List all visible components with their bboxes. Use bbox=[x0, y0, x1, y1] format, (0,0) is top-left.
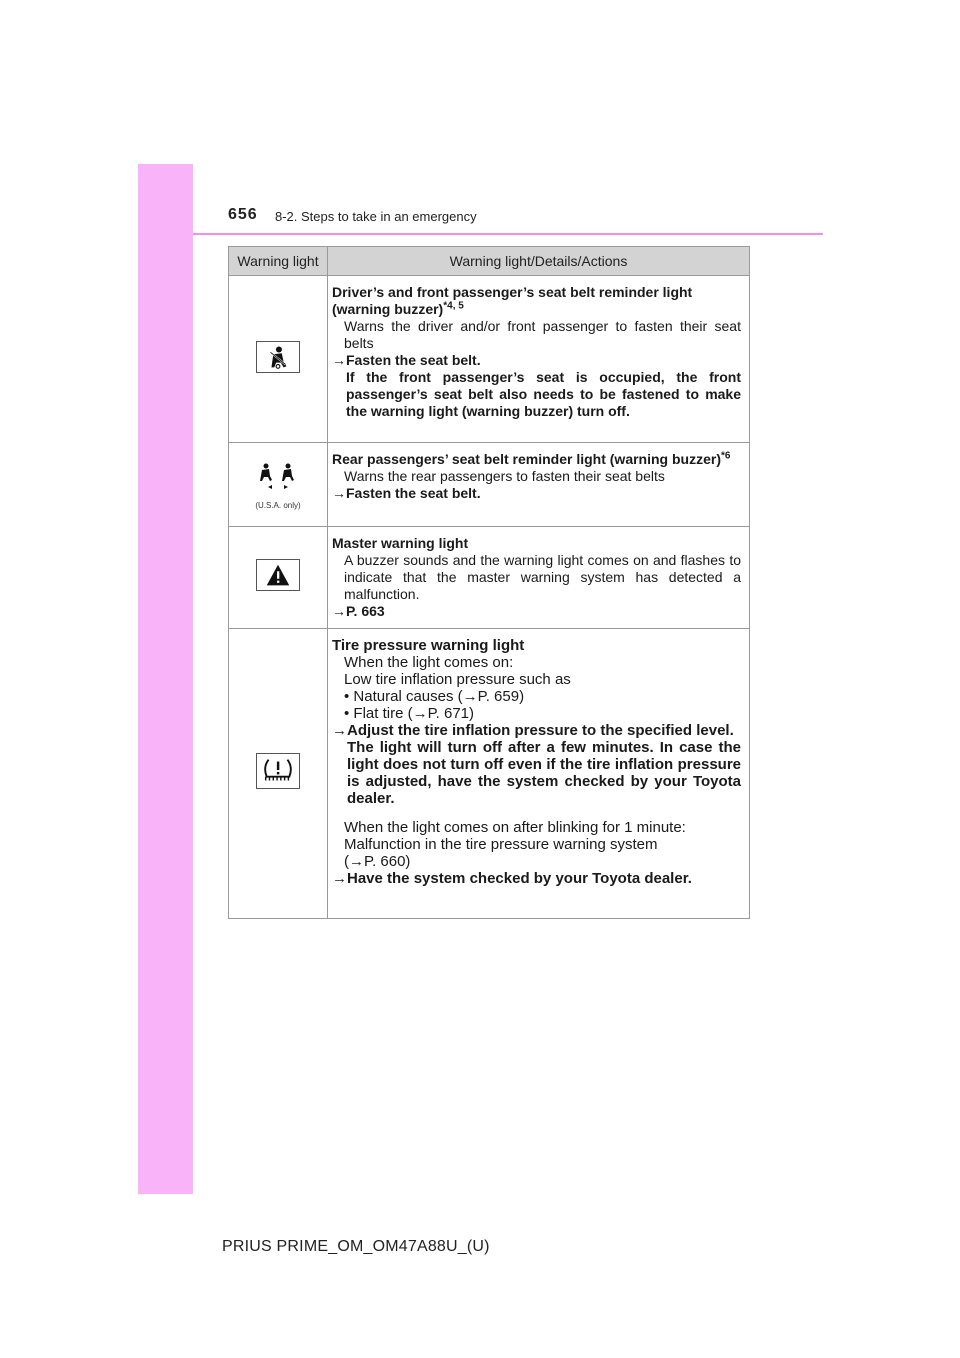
table-row bbox=[229, 629, 750, 919]
arrow-icon: → bbox=[332, 485, 346, 501]
action-text: Have the system checked by your Toyota dealer. bbox=[347, 870, 692, 887]
table-row bbox=[229, 527, 750, 629]
action-line bbox=[332, 870, 741, 887]
table-row bbox=[229, 443, 750, 527]
list-item: • Flat tire (→P. 671) bbox=[344, 705, 475, 722]
page-reference: P. 671) bbox=[427, 705, 475, 722]
master-warning-icon bbox=[256, 559, 300, 591]
icon-cell bbox=[229, 527, 328, 629]
icon-caption: (U.S.A. only) bbox=[255, 500, 301, 510]
action-line bbox=[332, 485, 741, 502]
details-cell bbox=[328, 527, 750, 629]
reference-line: (→P. 660) bbox=[344, 853, 411, 870]
action-text: Fasten the seat belt. bbox=[346, 352, 481, 368]
table-header-row bbox=[229, 247, 750, 276]
column-header-warning-light: Warning light bbox=[229, 247, 328, 276]
cause-line: Low tire inflation pressure such as bbox=[344, 671, 571, 688]
rear-seat-belt-reminder-icon bbox=[251, 460, 305, 492]
arrow-icon: → bbox=[349, 853, 364, 870]
footnote-marker: *4, 5 bbox=[443, 300, 464, 312]
arrow-icon: → bbox=[412, 705, 428, 722]
condition-line: When the light comes on: bbox=[344, 654, 514, 671]
warning-light-table bbox=[228, 246, 750, 919]
row-title: Tire pressure warning light bbox=[332, 637, 525, 654]
action-text: Adjust the tire inflation pressure to the specified level. bbox=[347, 722, 734, 739]
icon-cell bbox=[229, 629, 328, 919]
cause-line: Malfunction in the tire pressure warning system bbox=[344, 836, 658, 853]
action-note: The light will turn off after a few minutes. In case the light does not turn off even if the tire inflation pressure is adjusted, have the system checked by your Toyota dealer. bbox=[347, 739, 741, 807]
list-item: • Natural causes (→P. 659) bbox=[344, 688, 525, 705]
arrow-icon: → bbox=[332, 603, 346, 619]
details-cell bbox=[328, 629, 750, 919]
page-reference: P. 659) bbox=[477, 688, 525, 705]
page-reference: P. 663 bbox=[346, 603, 385, 619]
document-footer: PRIUS PRIME_OM_OM47A88U_(U) bbox=[222, 1238, 490, 1255]
action-text: Fasten the seat belt. bbox=[346, 485, 481, 501]
details-cell bbox=[328, 276, 750, 443]
action-note: If the front passenger’s seat is occupied, the front passenger’s seat belt also needs to be fastened to make the warning light (warning buzzer) turn off. bbox=[346, 369, 741, 419]
page-number: 656 bbox=[228, 206, 258, 223]
section-title: 8-2. Steps to take in an emergency bbox=[275, 209, 477, 224]
arrow-icon: → bbox=[462, 688, 478, 705]
arrow-icon: → bbox=[332, 352, 346, 368]
row-title: Driver’s and front passenger’s seat belt reminder light (warning buzzer)$^{*4, 5}$ bbox=[332, 284, 693, 317]
column-header-details: Warning light/Details/Actions bbox=[328, 247, 750, 276]
action-line bbox=[332, 722, 741, 807]
page-reference: P. 660) bbox=[364, 853, 411, 870]
tire-pressure-warning-icon bbox=[256, 753, 300, 789]
footnote-marker: *6 bbox=[721, 450, 731, 462]
action-line bbox=[332, 352, 741, 420]
icon-cell bbox=[229, 276, 328, 443]
icon-cell bbox=[229, 443, 328, 527]
row-detail: A buzzer sounds and the warning light comes on and flashes to indicate that the master warning system has detected a malfunction. bbox=[344, 552, 741, 602]
header-rule bbox=[193, 233, 823, 235]
seat-belt-reminder-icon bbox=[256, 341, 300, 373]
section-tab-band bbox=[138, 164, 193, 1194]
arrow-icon: → bbox=[332, 722, 347, 739]
row-title: Master warning light bbox=[332, 535, 469, 551]
arrow-icon: → bbox=[332, 870, 347, 887]
action-line bbox=[332, 603, 741, 620]
details-cell bbox=[328, 443, 750, 527]
row-detail: Warns the driver and/or front passenger to fasten their seat belts bbox=[344, 318, 741, 351]
table-row bbox=[229, 276, 750, 443]
row-detail: Warns the rear passengers to fasten their seat belts bbox=[344, 468, 665, 484]
row-title: Rear passengers’ seat belt reminder light (warning buzzer)$^{*6}$ bbox=[332, 450, 731, 467]
condition-line: When the light comes on after blinking for 1 minute: bbox=[344, 819, 686, 836]
